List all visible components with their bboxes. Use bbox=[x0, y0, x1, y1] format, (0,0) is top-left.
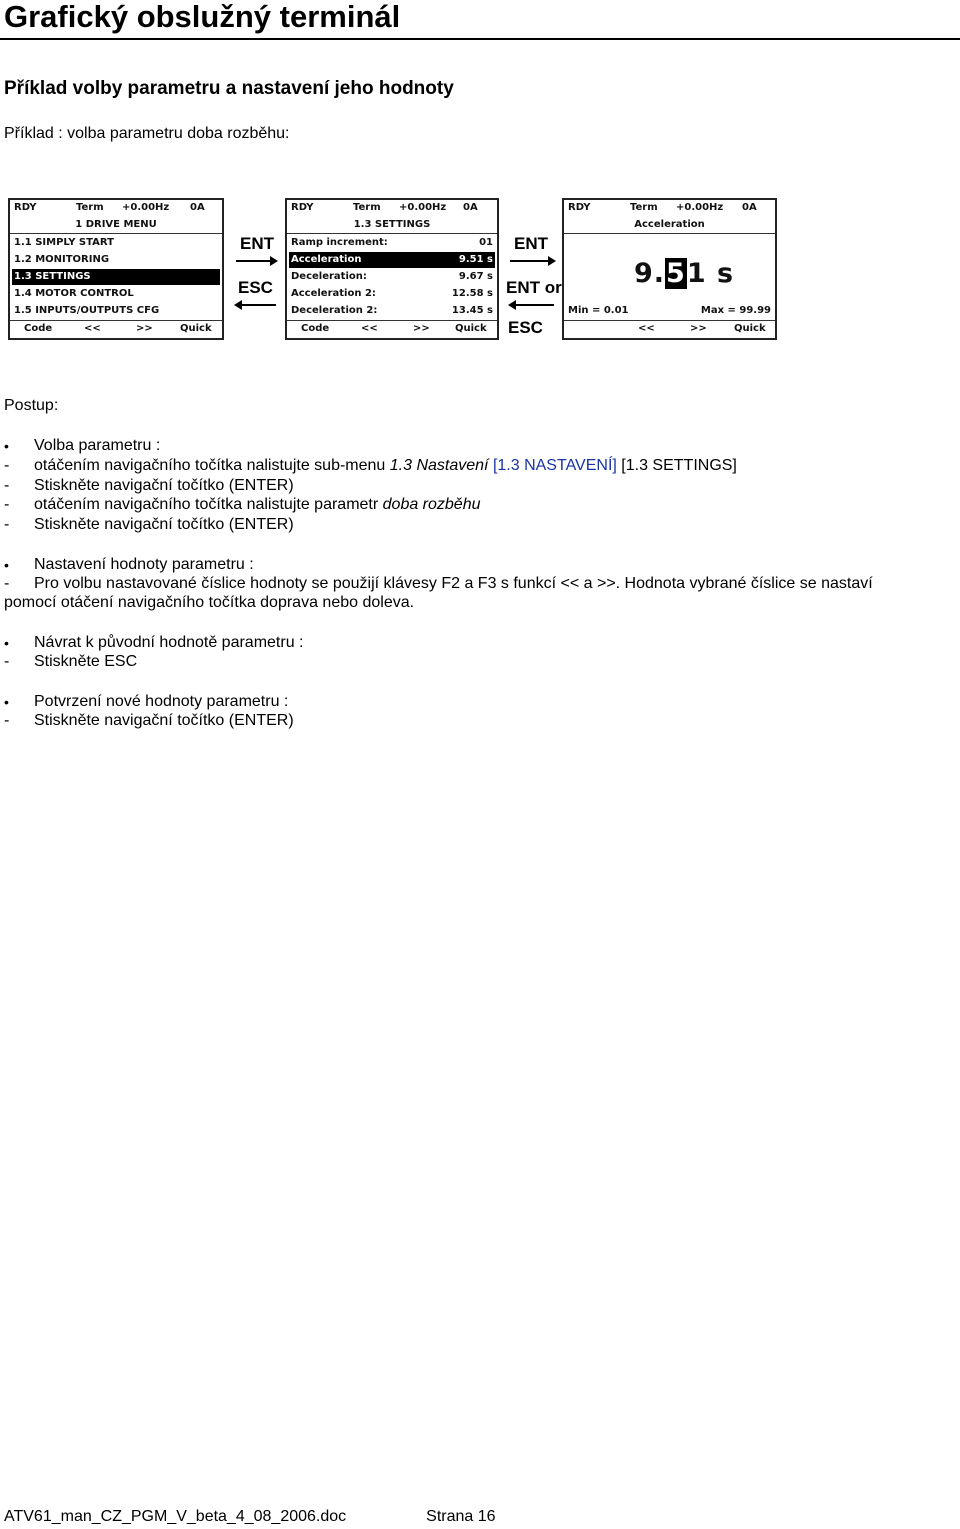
arrow-left-icon bbox=[510, 304, 554, 306]
step-return-title: Návrat k původní hodnotě parametru : bbox=[34, 634, 304, 651]
step-select-line-1: - otáčením navigačního točítka nalistujte sub-menu 1.3 Nastavení [1.3 NASTAVENÍ] [1.3 SETTINGS] bbox=[4, 457, 737, 474]
value-display[interactable]: 9.51 s bbox=[634, 258, 735, 289]
step-return-line-1: - Stiskněte ESC bbox=[4, 653, 138, 670]
status-freq: +0.00Hz bbox=[122, 202, 170, 213]
param-ramp-increment[interactable]: Ramp increment: 01 bbox=[291, 237, 493, 248]
softkey-quick[interactable]: Quick bbox=[180, 323, 212, 334]
softkey-quick[interactable]: Quick bbox=[734, 323, 766, 334]
menu-item-monitoring[interactable]: 1.2 MONITORING bbox=[14, 254, 110, 265]
page-footer bbox=[4, 1508, 496, 1526]
menu-item-inputs-outputs[interactable]: 1.5 INPUTS/OUTPUTS CFG bbox=[14, 305, 160, 316]
step-set-line-1: - Pro volbu nastavované číslice hodnoty se použijí klávesy F2 a F3 s funkcí << a >>. Hodnota vybrané číslice se nastaví bbox=[4, 575, 873, 592]
step-select-title: Volba parametru : bbox=[34, 437, 161, 454]
footer-page-number: Strana 16 bbox=[426, 1508, 496, 1525]
terminal-screen-drive-menu bbox=[8, 198, 224, 340]
step-confirm-title: Potvrzení nové hodnoty parametru : bbox=[34, 693, 289, 710]
arrow-left-icon bbox=[236, 304, 276, 306]
softkey-quick[interactable]: Quick bbox=[455, 323, 487, 334]
softkey-code[interactable]: Code bbox=[301, 323, 330, 334]
softkey-right[interactable]: >> bbox=[136, 323, 153, 334]
intro-text: Příklad : volba parametru doba rozběhu: bbox=[4, 125, 290, 142]
menu-item-motor-control[interactable]: 1.4 MOTOR CONTROL bbox=[14, 288, 134, 299]
max-value: Max = 99.99 bbox=[700, 305, 771, 316]
section-heading: Příklad volby parametru a nastavení jeho hodnoty bbox=[4, 78, 454, 99]
softkey-code[interactable]: Code bbox=[24, 323, 53, 334]
terminal-screen-settings bbox=[285, 198, 499, 340]
title-underline bbox=[0, 38, 960, 40]
bullet-icon: • bbox=[4, 557, 9, 573]
status-term: Term bbox=[353, 202, 381, 213]
arrow-label-esc: ESC bbox=[508, 318, 543, 337]
arrow-right-icon bbox=[236, 260, 276, 262]
step-select-line-3: - otáčením navigačního točítka nalistujte parametr doba rozběhu bbox=[4, 496, 481, 513]
status-current: 0A bbox=[190, 202, 205, 213]
footer-filename: ATV61_man_CZ_PGM_V_beta_4_08_2006.doc bbox=[4, 1508, 347, 1525]
terminal-screen-acceleration bbox=[562, 198, 777, 340]
page-title: Grafický obslužný terminál bbox=[4, 0, 401, 34]
bullet-icon: • bbox=[4, 694, 9, 710]
arrow-right-icon bbox=[510, 260, 554, 262]
arrow-label-ent: ENT bbox=[514, 234, 548, 253]
status-term: Term bbox=[630, 202, 658, 213]
arrow-label-ent-or: ENT or bbox=[506, 278, 562, 297]
softkey-left[interactable]: << bbox=[84, 323, 101, 334]
softkey-right[interactable]: >> bbox=[413, 323, 430, 334]
bullet-icon: • bbox=[4, 635, 9, 651]
step-set-title: Nastavení hodnoty parametru : bbox=[34, 556, 254, 573]
status-rdy: RDY bbox=[14, 202, 37, 213]
status-rdy: RDY bbox=[568, 202, 591, 213]
status-freq: +0.00Hz bbox=[399, 202, 447, 213]
digit-cursor: 5 bbox=[666, 258, 686, 289]
menu-item-settings[interactable]: 1.3 SETTINGS bbox=[12, 269, 220, 285]
status-current: 0A bbox=[463, 202, 478, 213]
arrow-label-esc: ESC bbox=[238, 278, 273, 297]
step-confirm-line-1: - Stiskněte navigační točítko (ENTER) bbox=[4, 712, 294, 729]
postup-label: Postup: bbox=[4, 397, 59, 414]
param-deceleration[interactable]: Deceleration: 9.67 s bbox=[291, 271, 493, 282]
arrow-label-ent: ENT bbox=[240, 234, 274, 253]
step-set-line-2: pomocí otáčení navigačního točítka doprava nebo doleva. bbox=[4, 594, 415, 611]
step-select-line-4: - Stiskněte navigační točítko (ENTER) bbox=[4, 516, 294, 533]
softkey-left[interactable]: << bbox=[361, 323, 378, 334]
softkey-right[interactable]: >> bbox=[690, 323, 707, 334]
status-term: Term bbox=[76, 202, 104, 213]
status-rdy: RDY bbox=[291, 202, 314, 213]
param-deceleration-2[interactable]: Deceleration 2: 13.45 s bbox=[291, 305, 493, 316]
param-acceleration-2[interactable]: Acceleration 2: 12.58 s bbox=[291, 288, 493, 299]
param-acceleration[interactable]: Acceleration 9.51 s bbox=[289, 252, 495, 268]
menu-item-simply-start[interactable]: 1.1 SIMPLY START bbox=[14, 237, 114, 248]
bullet-icon: • bbox=[4, 438, 9, 454]
screen-header: 1.3 SETTINGS bbox=[353, 219, 431, 230]
min-value: Min = 0.01 bbox=[568, 305, 629, 316]
screen-header: 1 DRIVE MENU bbox=[75, 219, 157, 230]
softkey-left[interactable]: << bbox=[638, 323, 655, 334]
status-freq: +0.00Hz bbox=[676, 202, 724, 213]
screen-header: Acceleration bbox=[634, 219, 705, 230]
status-current: 0A bbox=[742, 202, 757, 213]
step-select-line-2: - Stiskněte navigační točítko (ENTER) bbox=[4, 477, 294, 494]
